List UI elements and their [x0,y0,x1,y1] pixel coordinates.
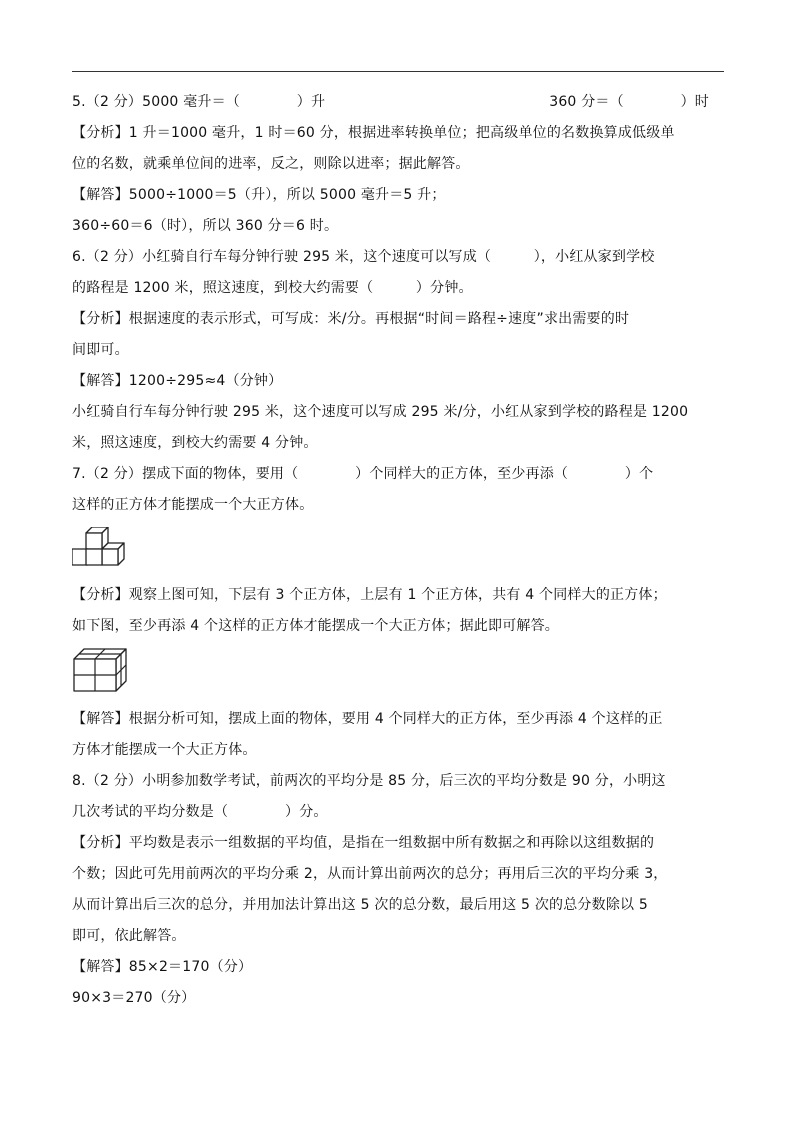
question-8-line1: 8.（2 分）小明参加数学考试，前两次的平均分是 85 分，后三次的平均分数是 90 分，小明这 [72,773,666,789]
big-cube-drawing [72,647,132,697]
q5-analysis-line1: 【分析】1 升＝1000 毫升，1 时＝60 分，根据进率转换单位；把高级单位的名数换算成低级单 [72,125,675,141]
q5-answer-line1: 【解答】5000÷1000＝5（升），所以 5000 毫升＝5 升； [72,187,446,203]
q7-answer-line1: 【解答】根据分析可知，摆成上面的物体，要用 4 个同样大的正方体，至少再添 4 个这样的正 [72,711,663,727]
question-5-part1: 5.（2 分）5000 毫升＝（ ）升 [72,94,326,110]
q8-answer-line2: 90×3＝270（分） [72,990,196,1006]
question-8-line2: 几次考试的平均分数是（ ）分。 [72,804,328,820]
q7-answer-line2: 方体才能摆成一个大正方体。 [72,742,257,758]
q8-analysis-line2: 个数；因此可先用前两次的平均分乘 2，从而计算出前两次的总分；再用后三次的平均分乘 3， [72,866,668,882]
cube-stack-figure [72,527,724,572]
q6-analysis-line1: 【分析】根据速度的表示形式，可写成：米/分。再根据“时间＝路程÷速度”求出需要的时 [72,311,630,327]
cube-stack-drawing [72,527,134,572]
header-rule [72,71,724,72]
question-5-part2: 360 分＝（ ）时 [549,94,709,110]
q7-analysis-line2: 如下图，至少再添 4 个这样的正方体才能摆成一个大正方体；据此即可解答。 [72,618,560,634]
question-5 [72,92,724,112]
q8-analysis-line1: 【分析】平均数是表示一组数据的平均值，是指在一组数据中所有数据之和再除以这组数据的 [72,835,655,851]
q6-answer-line1: 【解答】1200÷295≈4（分钟） [72,373,283,389]
question-6-line1: 6.（2 分）小红骑自行车每分钟行驶 295 米，这个速度可以写成（ ），小红从家到学校 [72,249,655,265]
q7-analysis-line1: 【分析】观察上图可知，下层有 3 个正方体，上层有 1 个正方体，共有 4 个同样大的正方体； [72,587,667,603]
q6-answer-line2: 小红骑自行车每分钟行驶 295 米，这个速度可以写成 295 米/分，小红从家到学校的路程是 1200 [72,404,689,420]
q5-analysis-line2: 位的名数，就乘单位间的进率，反之，则除以进率；据此解答。 [72,156,470,172]
q6-analysis-line2: 间即可。 [72,342,129,358]
q8-answer-line1: 【解答】85×2＝170（分） [72,959,253,975]
q8-analysis-line4: 即可，依此解答。 [72,928,186,944]
document-body [72,92,724,1019]
question-7-line1: 7.（2 分）摆成下面的物体，要用（ ）个同样大的正方体，至少再添（ ）个 [72,466,654,482]
question-6-line2: 的路程是 1200 米，照这速度，到校大约需要（ ）分钟。 [72,280,473,296]
q8-analysis-line3: 从而计算出后三次的总分，并用加法计算出这 5 次的总分数，最后用这 5 次的总分数除以 5 [72,897,648,913]
big-cube-figure [72,647,724,697]
q5-answer-line2: 360÷60＝6（时），所以 360 分＝6 时。 [72,218,339,234]
q6-answer-line3: 米，照这速度，到校大约需要 4 分钟。 [72,435,318,451]
question-7-line2: 这样的正方体才能摆成一个大正方体。 [72,497,314,513]
